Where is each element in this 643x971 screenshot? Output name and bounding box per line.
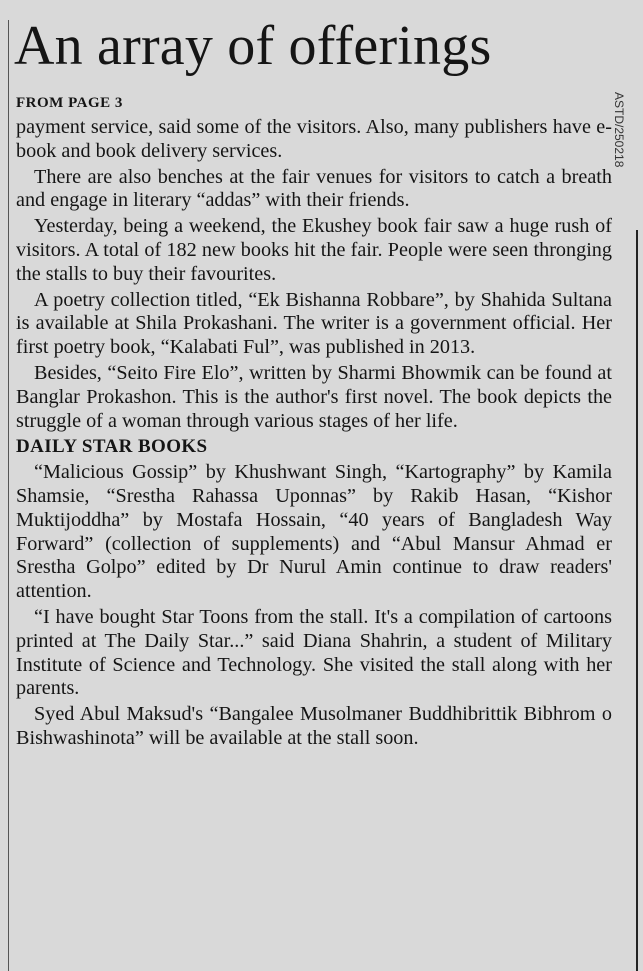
margin-code: ASTD/250218 <box>612 92 626 168</box>
article-body <box>16 116 612 753</box>
continuation-kicker: FROM PAGE 3 <box>16 95 123 111</box>
paragraph: “Malicious Gossip” by Khushwant Singh, “Kartography” by Kamila Shamsie, “Srestha Rahassa Uponnas” by Rakib Hasan, “Kishor Muktijoddha” by Mostafa Hossain, “40 years of Bangladesh Way Forward” (collection of supplements) and “Abul Mansur Ahmad er Srestha Golpo” edited by Dr Nurul Amin continue to draw readers' attention. <box>16 461 612 603</box>
paragraph: There are also benches at the fair venues for visitors to catch a breath and engage in literary “addas” with their friends. <box>16 165 612 212</box>
column-rule-left <box>8 20 9 971</box>
section-subhead: DAILY STAR BOOKS <box>16 436 208 458</box>
paragraph: Besides, “Seito Fire Elo”, written by Sharmi Bhowmik can be found at Banglar Prokashon. This is the author's first novel. The book depicts the struggle of a woman through various stages of her life. <box>16 361 612 432</box>
paragraph: payment service, said some of the visitors. Also, many publishers have e-book and book delivery services. <box>16 116 612 162</box>
column-rule-right <box>636 230 638 971</box>
headline: An array of offerings <box>14 15 492 77</box>
paragraph: Syed Abul Maksud's “Bangalee Musolmaner Buddhibrittik Bibhrom o Bishwashinota” will be available at the stall soon. <box>16 703 612 749</box>
paragraph: A poetry collection titled, “Ek Bishanna Robbare”, by Shahida Sultana is available at Shila Prokashani. The writer is a government official. Her first poetry book, “Kalabati Ful”, was published in 2013. <box>16 288 612 359</box>
paragraph: “I have bought Star Toons from the stall. It's a compilation of cartoons printed at The Daily Star...” said Diana Shahrin, a student of Military Institute of Science and Technology. She visited the stall along with her parents. <box>16 605 612 700</box>
paragraph: Yesterday, being a weekend, the Ekushey book fair saw a huge rush of visitors. A total of 182 new books hit the fair. People were seen thronging the stalls to buy their favourites. <box>16 215 612 285</box>
